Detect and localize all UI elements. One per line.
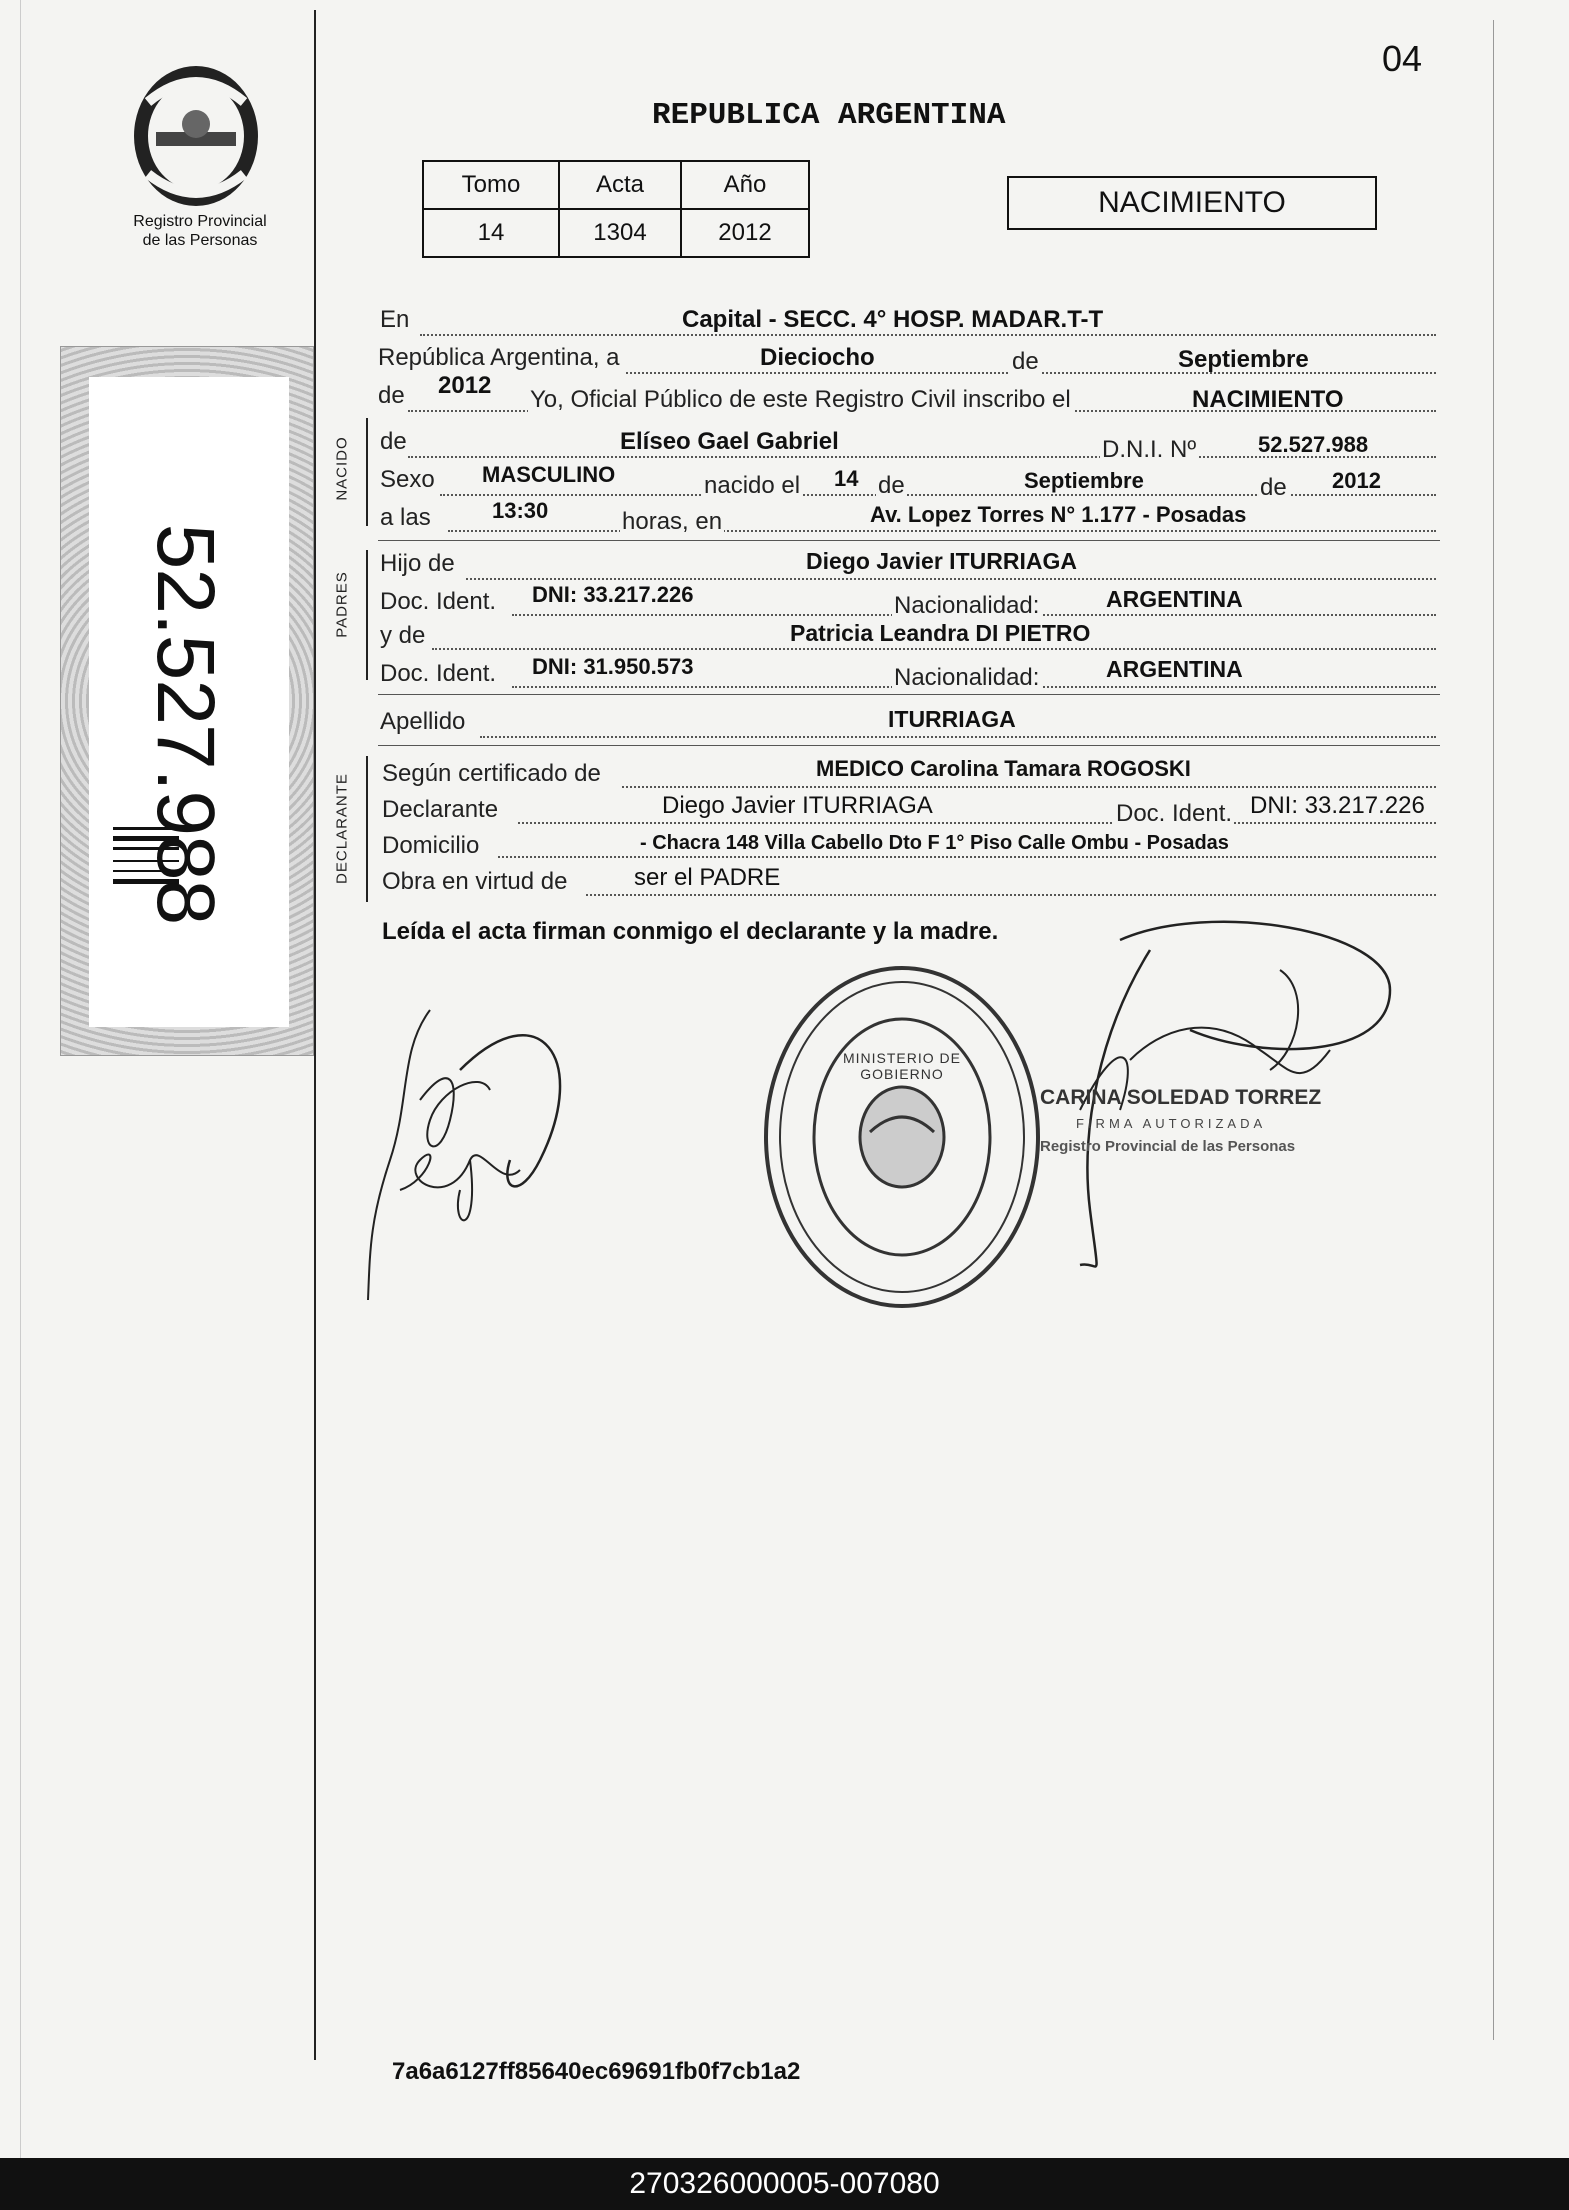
value-anio: 2012 — [681, 209, 809, 257]
hijo-label: Hijo de — [380, 550, 455, 577]
header-acta: Acta — [559, 161, 681, 209]
right-margin-line — [1493, 20, 1494, 2040]
registry-stamp — [760, 962, 1044, 1312]
footer-bar — [0, 2158, 1569, 2210]
birth-de-label: de — [878, 472, 905, 499]
obra-label: Obra en virtud de — [382, 868, 568, 895]
nacido-bracket — [366, 418, 368, 526]
separator-padres-apellido — [378, 694, 1440, 695]
domicilio-value: - Chacra 148 Villa Cabello Dto F 1° Piso Calle Ombu - Posadas — [640, 832, 1229, 854]
logo-caption-line1: Registro Provincial — [133, 213, 267, 230]
padres-bracket — [366, 550, 368, 680]
obra-value: ser el PADRE — [634, 864, 781, 891]
declarante-value: Diego Javier ITURRIAGA — [662, 792, 933, 819]
header-tomo: Tomo — [423, 161, 559, 209]
stamp-inner-text: MINISTERIO DE GOBIERNO — [842, 1050, 961, 1082]
section-declarante-label: DECLARANTE — [333, 773, 351, 884]
act-value: NACIMIENTO — [1192, 386, 1344, 413]
alas-label: a las — [380, 504, 431, 531]
place-value: Capital - SECC. 4° HOSP. MADAR.T-T — [682, 306, 1104, 333]
republica-label: República Argentina, a — [378, 344, 620, 371]
left-margin-line — [314, 10, 316, 2060]
declarante-doc-label: Doc. Ident. — [1116, 800, 1233, 827]
en-label: En — [380, 306, 410, 333]
declarante-label: Declarante — [382, 796, 499, 823]
month-value: Septiembre — [1178, 346, 1309, 373]
horas-label: horas, en — [622, 508, 723, 535]
father-name: Diego Javier ITURRIAGA — [806, 548, 1077, 574]
cert-value: MEDICO Carolina Tamara ROGOSKI — [816, 756, 1191, 781]
nacido-el-label: nacido el — [704, 472, 801, 499]
day-value: Dieciocho — [760, 344, 875, 371]
birth-time: 13:30 — [492, 498, 549, 523]
mother-nationality: ARGENTINA — [1106, 656, 1243, 682]
mother-name: Patricia Leandra DI PIETRO — [790, 620, 1091, 646]
declarante-bracket — [366, 756, 368, 902]
section-padres-label: PADRES — [333, 571, 351, 638]
separator-nacido-padres — [378, 540, 1440, 541]
domicilio-label: Domicilio — [382, 832, 480, 859]
official-title: FIRMA AUTORIZADA — [1076, 1116, 1267, 1131]
cert-label: Según certificado de — [382, 760, 601, 787]
section-nacido-label: NACIDO — [333, 436, 351, 501]
country-title: REPUBLICA ARGENTINA — [652, 98, 1006, 133]
logo-caption-line2: de las Personas — [142, 232, 258, 249]
value-tomo: 14 — [423, 209, 559, 257]
father-nationality: ARGENTINA — [1106, 586, 1243, 612]
mother-doc: DNI: 31.950.573 — [532, 654, 694, 679]
oficial-text: Yo, Oficial Público de este Registro Civil inscribo el — [530, 386, 1071, 413]
page-edge-line — [20, 0, 21, 2160]
yde-label: y de — [380, 622, 426, 649]
child-dni: 52.527.988 — [1258, 432, 1369, 457]
birth-day: 14 — [834, 466, 859, 491]
value-acta: 1304 — [559, 209, 681, 257]
sexo-value: MASCULINO — [482, 462, 616, 487]
father-nat-label: Nacionalidad: — [894, 592, 1040, 619]
apellido-label: Apellido — [380, 708, 466, 735]
logo-caption — [100, 212, 300, 250]
mother-nat-label: Nacionalidad: — [894, 664, 1040, 691]
official-name: CARINA SOLEDAD TORREZ — [1040, 1086, 1322, 1109]
birth-month: Septiembre — [1024, 468, 1144, 493]
father-doc: DNI: 33.217.226 — [532, 582, 694, 607]
act-type-box: NACIMIENTO — [1007, 176, 1377, 230]
child-name: Elíseo Gael Gabriel — [620, 428, 839, 455]
provincial-seal-logo — [126, 62, 266, 210]
closing-text: Leída el acta firman conmigo el declarante y la madre. — [382, 918, 999, 945]
month-de-label: de — [1012, 348, 1039, 375]
year-de-label: de — [378, 382, 405, 409]
year-value: 2012 — [438, 372, 492, 399]
left-signature — [360, 990, 600, 1310]
header-anio: Año — [681, 161, 809, 209]
footer-code: 270326000005-007080 — [629, 2167, 940, 2200]
mother-doc-label: Doc. Ident. — [380, 660, 497, 687]
sexo-label: Sexo — [380, 466, 435, 493]
official-office: Registro Provincial de las Personas — [1040, 1138, 1296, 1155]
document-hash: 7a6a6127ff85640ec69691fb0f7cb1a2 — [392, 2058, 801, 2085]
apellido-value: ITURRIAGA — [888, 706, 1016, 732]
birth-place: Av. Lopez Torres N° 1.177 - Posadas — [870, 502, 1247, 527]
declarante-doc: DNI: 33.217.226 — [1250, 792, 1425, 819]
barcode-sticker — [60, 346, 314, 1056]
barcode-number: 52.527.988 — [140, 523, 231, 925]
nacido-de-label: de — [380, 428, 407, 455]
registry-table — [422, 160, 810, 258]
dni-label: D.N.I. Nº — [1102, 436, 1197, 463]
father-doc-label: Doc. Ident. — [380, 588, 497, 615]
birth-year: 2012 — [1332, 468, 1381, 493]
birth-de2-label: de — [1260, 474, 1287, 501]
separator-apellido-declarante — [378, 745, 1440, 746]
page-number: 04 — [1382, 38, 1423, 79]
